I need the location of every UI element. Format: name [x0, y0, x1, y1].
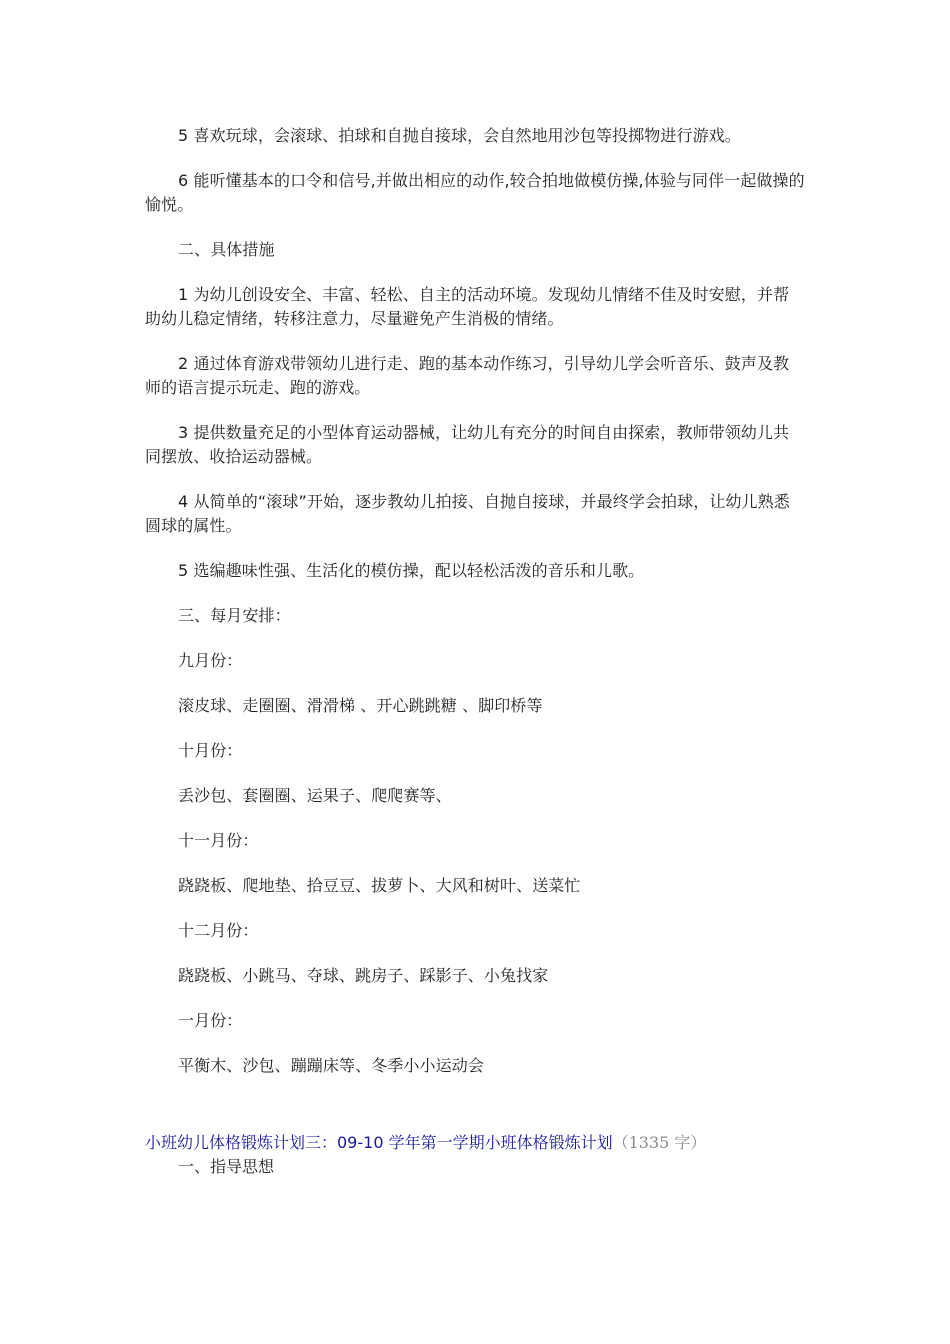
plan-three-link-text[interactable]: 小班幼儿体格锻炼计划三：09-10 学年第一学期小班体格锻炼计划	[145, 1133, 613, 1152]
month-label-october: 十月份：	[178, 741, 243, 760]
document-body	[145, 124, 805, 1099]
section-heading-measures: 二、具体措施	[178, 240, 275, 259]
word-count: （1335 字）	[612, 1133, 707, 1152]
paragraph-measure-1: 1 为幼儿创设安全、丰富、轻松、自主的活动环境。发现幼儿情绪不佳及时安慰，并帮助幼儿稳定情绪，转移注意力，尽量避免产生消极的情绪。	[145, 285, 790, 328]
month-activities-november: 跷跷板、爬地垫、拾豆豆、拔萝卜、大风和树叶、送菜忙	[178, 876, 581, 895]
plan-three-link[interactable]	[145, 1131, 706, 1155]
month-label-september: 九月份：	[178, 651, 243, 670]
month-activities-september: 滚皮球、走圈圈、滑滑梯 、开心跳跳糖 、脚印桥等	[178, 696, 543, 715]
month-activities-january: 平衡木、沙包、蹦蹦床等、冬季小小运动会	[178, 1056, 484, 1075]
paragraph-measure-4: 4 从简单的“滚球”开始，逐步教幼儿拍接、自抛自接球，并最终学会拍球，让幼儿熟悉圆球的属性。	[145, 492, 790, 535]
paragraph-goal-5: 5 喜欢玩球，会滚球、拍球和自抛自接球，会自然地用沙包等投掷物进行游戏。	[178, 126, 741, 145]
paragraph-measure-3: 3 提供数量充足的小型体育运动器械，让幼儿有充分的时间自由探索，教师带领幼儿共同摆放、收拾运动器械。	[145, 423, 790, 466]
month-activities-october: 丢沙包、套圈圈、运果子、爬爬赛等、	[178, 786, 452, 805]
month-label-january: 一月份：	[178, 1011, 243, 1030]
month-label-december: 十二月份：	[178, 921, 259, 940]
paragraph-measure-5: 5 选编趣味性强、生活化的模仿操，配以轻松活泼的音乐和儿歌。	[178, 561, 645, 580]
section-heading-guiding-ideology: 一、指导思想	[178, 1157, 275, 1176]
month-label-november: 十一月份：	[178, 831, 259, 850]
section-heading-monthly: 三、每月安排：	[178, 606, 291, 625]
paragraph-goal-6: 6 能听懂基本的口令和信号,并做出相应的动作,较合拍地做模仿操,体验与同伴一起做操的愉悦。	[145, 171, 805, 214]
paragraph-measure-2: 2 通过体育游戏带领幼儿进行走、跑的基本动作练习，引导幼儿学会听音乐、鼓声及教师的语言提示玩走、跑的游戏。	[145, 354, 790, 397]
month-activities-december: 跷跷板、小跳马、夺球、跳房子、踩影子、小兔找家	[178, 966, 549, 985]
